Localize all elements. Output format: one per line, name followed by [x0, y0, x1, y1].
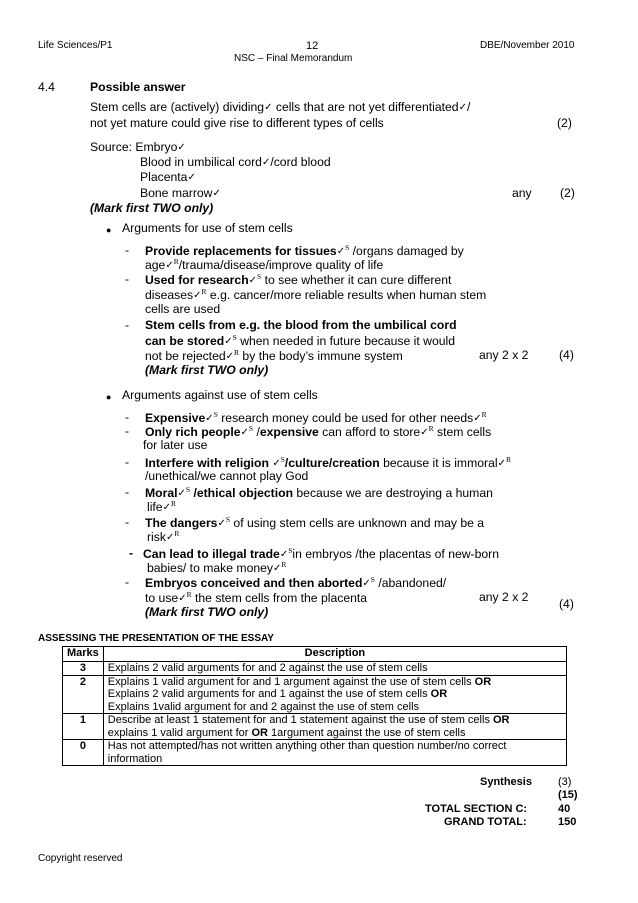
against-item-4-l2: life✓$^R$	[147, 499, 176, 514]
against-item-5-l2: risk✓$^R$	[147, 529, 180, 544]
description-cell: Explains 2 valid arguments for and 2 against the use of stem cells	[103, 662, 566, 676]
against-item-7: Embryos conceived and then aborted✓$^S$ /abandoned/	[145, 575, 447, 590]
table-row	[63, 662, 567, 676]
tick-icon: ✓	[177, 142, 186, 153]
against-item-3-l2: /unethical/we cannot play God	[145, 469, 309, 483]
dash: -	[125, 485, 130, 499]
column-header-marks: Marks	[63, 647, 104, 662]
tick-icon: ✓	[273, 563, 282, 574]
dash: -	[125, 272, 130, 286]
for-item-2-l3: cells are used	[145, 302, 221, 316]
for-item-1: Provide replacements for tissues✓$^S$ /organs damaged by	[145, 243, 464, 258]
header-subtitle: NSC – Final Memorandum	[234, 53, 353, 64]
dash: -	[125, 515, 130, 529]
against-item-3: Interfere with religion ✓$^S$/culture/creation because it is immoral✓$^R$	[145, 455, 511, 470]
grand-total-value: 150	[558, 816, 577, 828]
section-c-value: 40	[558, 803, 571, 815]
mark-value: (4)	[559, 597, 574, 611]
for-item-1-l2: age✓$^R$/trauma/disease/improve quality of life	[145, 257, 384, 272]
tick-icon: ✓	[420, 427, 429, 438]
for-item-3: Stem cells from e.g. the blood from the umbilical cord	[145, 318, 457, 332]
tick-icon: ✓	[272, 458, 281, 469]
tick-icon: ✓	[212, 188, 221, 199]
description-cell: Has not attempted/has not written anything other than question number/no correct information	[103, 740, 566, 766]
against-item-2-l2: for later use	[143, 438, 208, 452]
tick-icon: ✓	[248, 275, 258, 286]
dash: -	[125, 243, 130, 257]
tick-icon: ✓	[473, 413, 482, 424]
tick-icon: ✓	[178, 593, 187, 604]
tick-icon: ✓	[458, 102, 467, 113]
header-right: DBE/November 2010	[480, 40, 575, 51]
answer-line-2: not yet mature could give rise to different types of cells	[90, 116, 384, 130]
mark-first-two: (Mark first TWO only)	[90, 201, 214, 215]
tick-icon: ✓	[497, 458, 506, 469]
mark-first-two: (Mark first TWO only)	[145, 363, 269, 377]
answer-line-1: Stem cells are (actively) dividing✓ cells that are not yet differentiated✓/	[90, 100, 471, 114]
header-left: Life Sciences/P1	[38, 40, 113, 51]
dash: -	[125, 424, 130, 438]
against-item-2: Only rich people✓$^S$ /expensive can afford to store✓$^R$ stem cells	[145, 424, 492, 439]
any-2x2: any 2 x 2	[479, 348, 529, 362]
table-row	[63, 714, 567, 740]
dash: -	[125, 318, 130, 332]
column-header-description: Description	[103, 647, 566, 662]
essay-heading: ASSESSING THE PRESENTATION OF THE ESSAY	[38, 633, 274, 644]
dash: -	[125, 410, 130, 424]
source-line-4: Bone marrow✓	[140, 186, 221, 200]
section-c-label: TOTAL SECTION C:	[425, 803, 528, 815]
synthesis-value: (3)	[558, 776, 572, 788]
tick-icon: ✓	[162, 502, 171, 513]
dash: -	[129, 546, 134, 560]
footer-copyright: Copyright reserved	[38, 853, 123, 864]
against-item-6: Can lead to illegal trade✓$^S$in embryos /the placentas of new-born	[143, 546, 499, 561]
for-item-3-l3: not be rejected✓$^R$ by the body’s immune system	[145, 348, 403, 363]
mark-cell: 3	[63, 662, 104, 676]
against-item-4: Moral✓$^S$ /ethical objection because we are destroying a human	[145, 485, 493, 500]
tick-icon: ✓	[205, 413, 214, 424]
tick-icon: ✓	[279, 549, 289, 560]
dash: -	[125, 455, 130, 469]
for-item-2: Used for research✓$^S$ to see whether it can cure different	[145, 272, 452, 287]
for-item-2-l2: diseases✓$^R$ e.g. cancer/more reliable results when human stem	[145, 287, 487, 302]
against-item-7-l2: to use✓$^R$ the stem cells from the placenta	[145, 590, 368, 605]
tick-icon: ✓	[261, 157, 271, 168]
mark-value: (4)	[559, 348, 574, 362]
tick-icon: ✓	[224, 336, 233, 347]
source-line-3: Placenta✓	[140, 170, 196, 184]
question-heading: Possible answer	[90, 80, 186, 94]
source-line-2: Blood in umbilical cord✓/cord blood	[140, 155, 331, 169]
grand-total-label: GRAND TOTAL:	[444, 816, 527, 828]
tick-icon: ✓	[225, 351, 235, 362]
tick-icon: ✓	[165, 532, 175, 543]
tick-icon: ✓	[240, 427, 249, 438]
table-row	[63, 740, 567, 766]
against-item-6-l2: babies/ to make money✓$^R$	[147, 560, 287, 575]
table-row	[63, 675, 567, 714]
tick-icon: ✓	[264, 102, 273, 113]
mark-value: (2)	[557, 116, 572, 130]
tick-icon: ✓	[362, 578, 371, 589]
question-total: (15)	[558, 789, 578, 801]
against-heading: Arguments against use of stem cells	[122, 388, 318, 402]
against-item-5: The dangers✓$^S$ of using stem cells are unknown and may be a	[145, 515, 485, 530]
source-line-1: Source: Embryo✓	[90, 140, 186, 154]
tick-icon: ✓	[336, 246, 346, 257]
description-cell: Describe at least 1 statement for and 1 statement against the use of stem cells OR explains 1 valid argument for OR 1argument against the use of stem cells	[103, 714, 566, 740]
essay-marks-table	[62, 646, 567, 766]
tick-icon: ✓	[193, 290, 202, 301]
bullet-icon: ●	[106, 225, 112, 235]
for-heading: Arguments for use of stem cells	[122, 221, 293, 235]
mark-cell: 2	[63, 675, 104, 714]
any-label: any	[512, 186, 532, 200]
bullet-icon: ●	[106, 392, 112, 402]
tick-icon: ✓	[177, 488, 186, 499]
mark-cell: 1	[63, 714, 104, 740]
for-item-3-l2: can be stored✓$^S$ when needed in future because it would	[145, 333, 455, 348]
description-cell: Explains 1 valid argument for and 1 argument against the use of stem cells OR Explains 2 valid arguments for and 1 against the use of stem cells OR Explains 1valid argument for and 2 against the use of stem cells	[103, 675, 566, 714]
any-2x2: any 2 x 2	[479, 590, 529, 604]
synthesis-label: Synthesis	[480, 776, 532, 788]
tick-icon: ✓	[187, 172, 196, 183]
against-item-1: Expensive✓$^S$ research money could be used for other needs✓$^R$	[145, 410, 487, 425]
page-number: 12	[306, 40, 319, 52]
mark-cell: 0	[63, 740, 104, 766]
tick-icon: ✓	[165, 260, 174, 271]
table-header-row	[63, 647, 567, 662]
mark-value: (2)	[560, 186, 575, 200]
mark-first-two: (Mark first TWO only)	[145, 605, 269, 619]
question-number: 4.4	[38, 80, 55, 94]
tick-icon: ✓	[217, 518, 226, 529]
dash: -	[125, 575, 130, 589]
